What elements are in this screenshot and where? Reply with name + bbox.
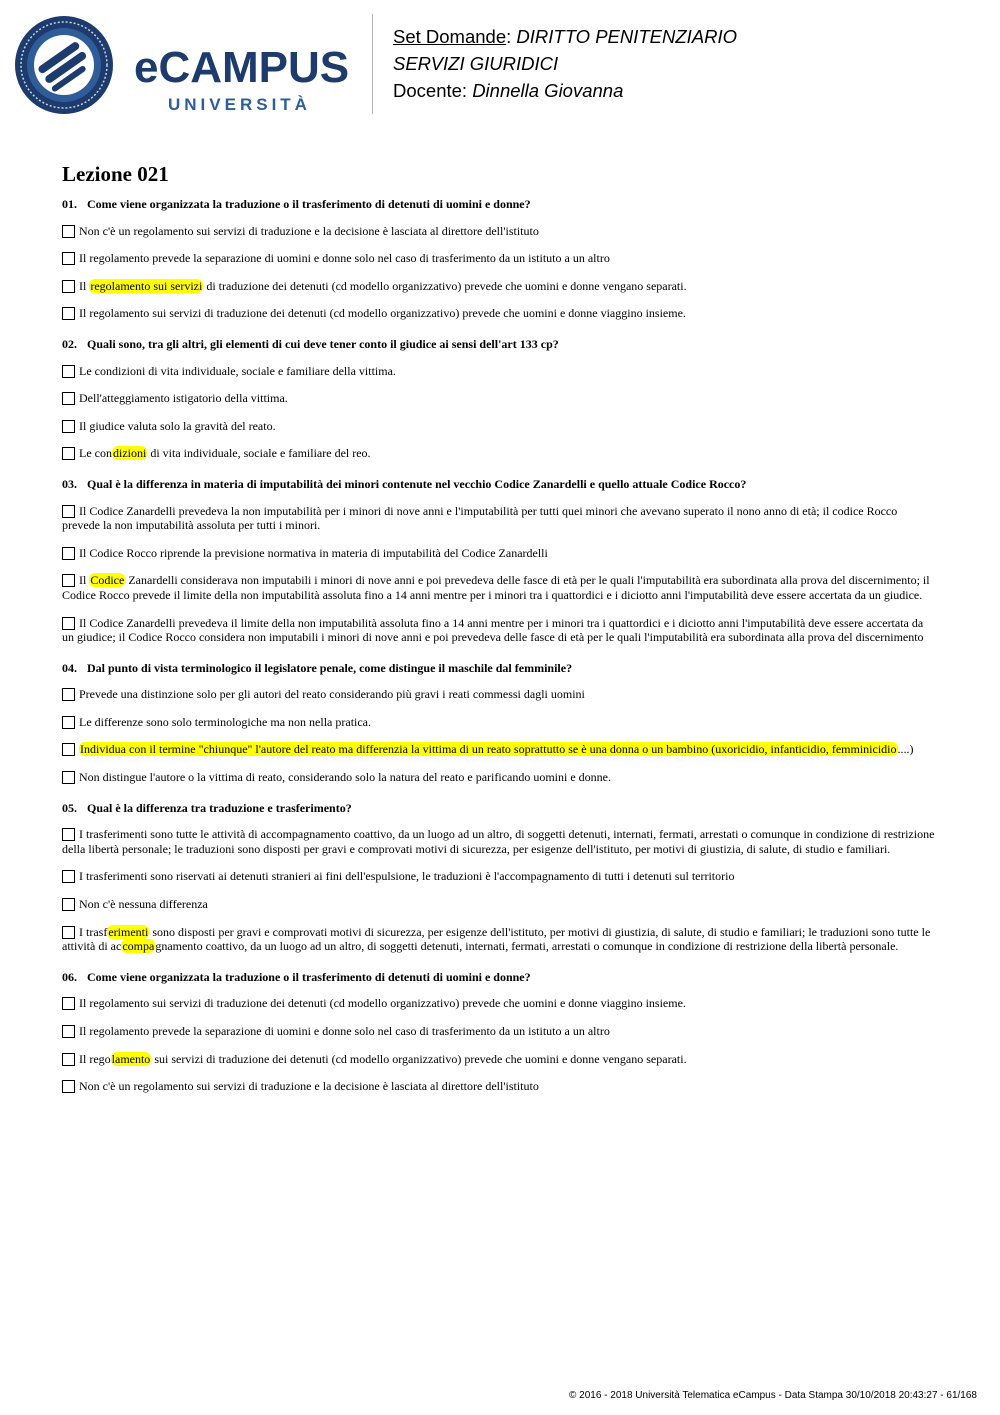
answer-checkbox[interactable] [62,307,75,320]
logo-wordmark: eCAMPUS [134,43,350,92]
answer-checkbox[interactable] [62,225,75,238]
question-title [62,477,937,492]
question-title [62,970,937,985]
answer-checkbox[interactable] [62,898,75,911]
text-highlight: lamento [111,1051,151,1066]
answer-text: Non distingue l'autore o la vittima di reato, considerando solo la natura del reato e parificando uomini e donne. [79,770,612,785]
answer-checkbox[interactable] [62,997,75,1010]
question-text: Quali sono, tra gli altri, gli elementi di cui deve tener conto il giudice ai sensi dell'art 133 cp? [87,336,559,351]
answer-option [62,306,937,321]
question-list [62,197,937,1110]
question-title [62,661,937,676]
question-number: 06. [62,969,77,984]
text-highlight: compa [122,939,155,954]
answer-option [62,687,937,702]
teacher-label: Docente: [393,80,468,101]
text-highlight: Codice [90,573,125,588]
answer-text: Le condizioni di vita individuale, sociale e familiare del reo. [79,446,371,461]
lesson-title: Lezione 021 [62,162,169,186]
answer-checkbox[interactable] [62,1080,75,1093]
answer-text: Il regolamento sui servizi di traduzione dei detenuti (cd modello organizzativo) prevede che uomini e donne vengano separati. [79,278,687,293]
answer-option [62,546,937,561]
answer-text: Il Codice Zanardelli prevedeva la non imputabilità per i minori di nove anni e l'imputabilità per tutti quei minori che avevano superato il nono anno di età; il codice Rocco prevede la non imputabilità assoluta per tutti i minori. [62,503,898,533]
question-title [62,801,937,816]
question-text: Dal punto di vista terminologico il legislatore penale, come distingue il maschile dal femminile? [87,660,573,675]
answer-option [62,364,937,379]
answer-option [62,1052,937,1067]
text-highlight: erimenti [108,924,149,939]
question-text: Qual è la differenza in materia di imputabilità dei minori contenute nel vecchio Codice Zanardelli e quello attuale Codice Rocco? [87,476,747,491]
answer-text: Il Codice Rocco riprende la previsione normativa in materia di imputabilità del Codice Zanardelli [79,545,548,560]
answer-checkbox[interactable] [62,365,75,378]
answer-option [62,616,937,645]
answer-option [62,446,937,461]
answer-text: Il regolamento sui servizi di traduzione dei detenuti (cd modello organizzativo) prevede che uomini e donne viaggino insieme. [79,306,686,321]
answer-checkbox[interactable] [62,447,75,460]
answer-option [62,897,937,912]
answer-option [62,224,937,239]
answer-checkbox[interactable] [62,1053,75,1066]
question-block [62,661,937,785]
answer-text: Il Codice Zanardelli considerava non imputabili i minori di nove anni e poi prevedeva delle fasce di età per le quali l'imputabilità era subordinata alla prova del discernimento; il Codice Rocco prevede il limite della non imputabilità assoluta fino a 14 anni mentre per i minori tra i quattordici e i diciotto anni l'imputabilità deve essere accertata da un giudice. [62,573,930,602]
text-highlight: regolamento sui servizi [90,278,203,293]
answer-text: Dell'atteggiamento istigatorio della vittima. [79,391,288,406]
question-number: 04. [62,660,77,675]
answer-option [62,251,937,266]
header-divider [372,14,373,114]
answer-text: Individua con il termine "chiunque" l'autore del reato ma differenzia la vittima di un reato soprattutto se è una donna o un bambino (uxoricidio, infanticidio, femminicidio....) [80,742,914,757]
answer-option [62,391,937,406]
answer-text: Le condizioni di vita individuale, sociale e familiare della vittima. [79,363,396,378]
answer-checkbox[interactable] [62,870,75,883]
teacher-name: Dinnella Giovanna [472,80,624,101]
answer-text: Il giudice valuta solo la gravità del reato. [79,418,276,433]
answer-checkbox[interactable] [62,392,75,405]
answer-text: I trasferimenti sono tutte le attività di accompagnamento coattivo, da un luogo ad un altro, di soggetti detenuti, internati, fermati, arrestati o comunque in condizione di restrizione della libertà personale; le traduzioni sono disposti per gravi e comprovati motivi di sicurezza, per esigenze dell'istituto, per motivi di giustizia, di salute, di studio e familiari. [62,827,935,856]
subject: DIRITTO PENITENZIARIO [516,26,738,47]
answer-text: Non c'è nessuna differenza [79,897,208,912]
answer-text: I trasferimenti sono disposti per gravi e comprovati motivi di sicurezza, per esigenze dell'istituto, per motivi di giustizia, di salute, di studio e familiari; le traduzioni sono tutte le attività di accompagnamento coattivo, da un luogo ad un altro, di soggetti detenuti, internati, fermati, arrestati o comunque in condizione di restrizione della libertà personale. [62,924,931,954]
answer-checkbox[interactable] [62,547,75,560]
text-highlight: Individua con il termine "chiunque" l'autore del reato ma differenzia la vittima di un reato soprattutto se è una donna o un bambino (uxoricidio, infanticidio, femminicidio [80,742,897,757]
answer-option [62,925,937,954]
answer-text: Non c'è un regolamento sui servizi di traduzione e la decisione è lasciata al direttore dell'istituto [79,223,539,238]
answer-option [62,742,937,757]
page-footer: © 2016 - 2018 Università Telematica eCampus - Data Stampa 30/10/2018 20:43:27 - 61/168 [569,1390,977,1401]
answer-checkbox[interactable] [62,771,75,784]
answer-option [62,573,937,602]
question-number: 02. [62,336,77,351]
answer-text: I trasferimenti sono riservati ai detenuti stranieri ai fini dell'espulsione, le traduzioni è l'accompagnamento di tutti i detenuti sul territorio [79,869,735,884]
answer-text: Il Codice Zanardelli prevedeva il limite della non imputabilità assoluta fino a 14 anni mentre per i minori tra i quattordici e i diciotto anni l'imputabilità deve essere accertata da un giudice; il Codice Rocco considera non imputabili i minori di nove anni e poi prevedeva delle fasce di età per le quali l'imputabilità era subordinata alla prova del discernimento [62,615,924,645]
answer-checkbox[interactable] [62,574,75,587]
course: SERVIZI GIURIDICI [393,53,559,74]
answer-text: Prevede una distinzione solo per gli autori del reato considerando più gravi i reati commessi dagli uomini [79,687,585,702]
answer-checkbox[interactable] [62,505,75,518]
answer-option [62,715,937,730]
question-block [62,197,937,321]
question-block [62,801,937,954]
question-text: Come viene organizzata la traduzione o il trasferimento di detenuti di uomini e donne? [87,197,531,211]
question-block [62,337,937,461]
set-label: Set Domande [393,26,507,47]
answer-text: Il regolamento sui servizi di traduzione dei detenuti (cd modello organizzativo) prevede che uomini e donne vengano separati. [79,1051,687,1066]
answer-option [62,869,937,884]
answer-checkbox[interactable] [62,280,75,293]
answer-option [62,827,937,856]
question-text: Qual è la differenza tra traduzione e trasferimento? [87,800,352,815]
answer-text: Le differenze sono solo terminologiche ma non nella pratica. [79,714,372,729]
answer-option [62,279,937,294]
answer-option [62,996,937,1011]
course-info: Set Domande: DIRITTO PENITENZIARIO SERVIZI GIURIDICI Docente: Dinnella Giovanna [393,26,738,101]
answer-checkbox[interactable] [62,617,75,630]
answer-checkbox[interactable] [62,1025,75,1038]
question-block [62,970,937,1094]
answer-checkbox[interactable] [62,743,75,756]
question-number: 05. [62,800,77,815]
logo-subtext: UNIVERSITÀ [168,95,311,114]
answer-checkbox[interactable] [62,420,75,433]
ecampus-logo [14,14,359,116]
answer-checkbox[interactable] [62,716,75,729]
answer-option [62,1024,937,1039]
answer-checkbox[interactable] [62,926,75,939]
answer-option [62,419,937,434]
answer-text: Il regolamento prevede la separazione di uomini e donne solo nel caso di trasferimento da un istituto a un altro [79,251,610,266]
answer-option [62,504,937,533]
answer-checkbox[interactable] [62,688,75,701]
answer-text: Il regolamento sui servizi di traduzione dei detenuti (cd modello organizzativo) prevede che uomini e donne viaggino insieme. [79,996,686,1011]
question-text: Come viene organizzata la traduzione o il trasferimento di detenuti di uomini e donne? [87,969,531,984]
answer-checkbox[interactable] [62,252,75,265]
answer-text: Non c'è un regolamento sui servizi di traduzione e la decisione è lasciata al direttore dell'istituto [79,1079,539,1094]
question-title [62,337,937,352]
answer-text: Il regolamento prevede la separazione di uomini e donne solo nel caso di trasferimento da un istituto a un altro [79,1024,610,1038]
answer-option [62,1079,937,1094]
question-number: 03. [62,476,77,491]
answer-checkbox[interactable] [62,828,75,841]
question-title [62,197,937,212]
question-block [62,477,937,645]
answer-option [62,770,937,785]
text-highlight: dizioni [112,446,147,461]
question-number: 01. [62,197,77,211]
